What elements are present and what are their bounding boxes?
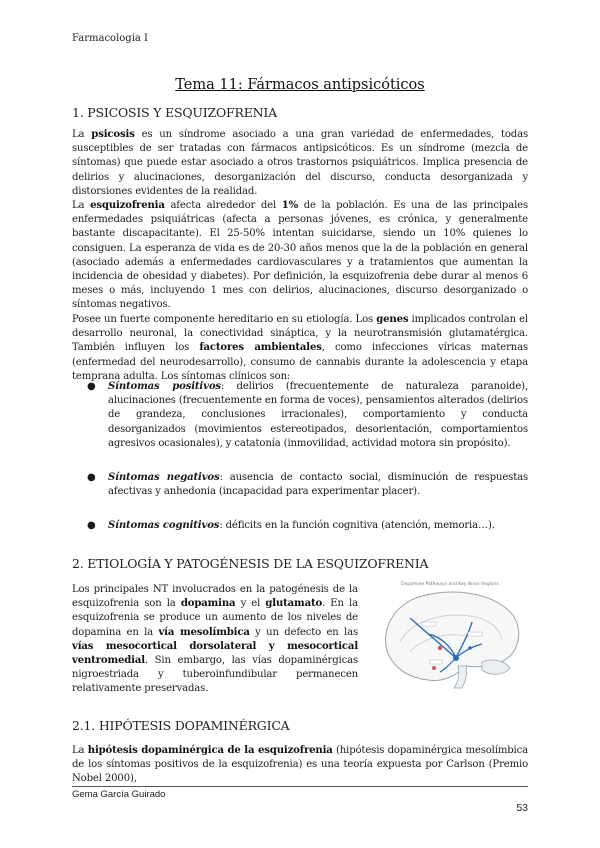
term-vias-mesocorticales: vías mesocortical dorsolateral y mesocortical ventromedial: [72, 640, 358, 667]
list-item-sintomas-positivos: ● Síntomas positivos: delirios (frecuentemente de naturaleza paranoide), alucinaciones (frecuentemente en forma de voces), pensamientos alterados (delirios de grandeza, conclusiones irracionales), comportamiento y conducta desorganizados (movimientos estereotipados, desorientación, comportamientos agresivos ocasionales), y catatonía (inmovilidad, actividad motora sin propósito).: [87, 381, 528, 449]
page-title: Tema 11: Fármacos antipsicóticos: [175, 77, 425, 93]
term-porcentaje: 1%: [281, 200, 299, 211]
page-number: 53: [516, 802, 528, 814]
term-factores-ambientales: factores ambientales: [199, 342, 322, 354]
subsection-heading-hipotesis: 2.1. HIPÓTESIS DOPAMINÉRGICA: [72, 718, 290, 733]
term-genes: genes: [376, 314, 409, 325]
term-dopamina: dopamina: [180, 598, 236, 610]
list-item-sintomas-cognitivos: ● Síntomas cognitivos: déficits en la función cognitiva (atención, memoria…).: [86, 519, 528, 533]
bullet-icon: ●: [87, 520, 96, 532]
section-heading-psicosis: 1. PSICOSIS Y ESQUIZOFRENIA: [72, 105, 277, 120]
paragraph-psicosis: La psicosis es un síndrome asociado a una gran variedad de enfermedades, todas susceptibles de ser tratadas con fármacos antipsicóticos. Es un síndrome (mezcla de síntomas) que puede estar asociado a otros trastornos psiquiátricos. Implica presencia de delirios y alucinaciones, desorganización del discurso, conducta desorganizada y distorsiones evidentes de la realidad.: [72, 129, 528, 197]
figure-caption: Dopamine Pathways and Key Brain Regions: [401, 582, 499, 587]
paragraph-hipotesis: La hipótesis dopaminérgica de la esquizofrenia (hipótesis dopaminérgica mesolímbica de los síntomas positivos de la esquizofrenia) es una teoría expuesta por Carlson (Premio Nobel 2000),: [72, 745, 528, 785]
running-header: Farmacología I: [72, 33, 148, 44]
term-hipotesis-dopaminergica: hipótesis dopaminérgica de la esquizofrenia: [87, 745, 333, 756]
bullet-icon: ●: [87, 472, 96, 484]
paragraph-esquizofrenia: La esquizofrenia afecta alrededor del 1% de la población. Es una de las principales enfermedades psiquiátricas (afecta a personas jóvenes, es crónica, y generalmente bastante discapacitante). El 25-50% intentan suicidarse, siendo un 10% quienes lo consiguen. La esperanza de vida es de 20-30 años menos que la de la población en general (asociado además a enfermedades cardiovasculares y a tratamientos que aumentan la incidencia de obesidad y diabetes). Por definición, la esquizofrenia debe durar al menos 6 meses o más, incluyendo 1 mes con delirios, alucinaciones, discurso desorganizado o síntomas negativos.: [72, 200, 529, 311]
footer-author: Gema García Guirado: [72, 789, 166, 800]
section-heading-etiologia: 2. ETIOLOGÍA Y PATOGÉNESIS DE LA ESQUIZOFRENIA: [72, 556, 429, 571]
paragraph-patogenesis: Los principales NT involucrados en la patogénesis de la esquizofrenia son la dopamina y el glutamato. En la esquizofrenia se produce un aumento de los niveles de dopamina en la vía mesolímbica y un defecto en las vías mesocortical dorsolateral y mesocortical ventromedial. Sin embargo, las vías dopaminérgicas nigroestriada y tuberoinfundibular permanecen relativamente preservadas.: [72, 584, 359, 695]
term-psicosis: psicosis: [91, 129, 135, 140]
footer-divider: [72, 786, 528, 787]
paragraph-etiologia: Posee un fuerte componente hereditario en su etiología. Los genes implicados controlan el desarrollo neuronal, la conectividad sináptica, y la neurotransmisión glutamatérgica. También influyen los factores ambientales, como infecciones víricas maternas (enfermedad del neurodesarrollo), consumo de cannabis durante la adolescencia y etapa temprana adulta. Los síntomas clínicos son:: [72, 314, 528, 382]
term-esquizofrenia: esquizofrenia: [90, 200, 165, 211]
term-via-mesolimbica: vía mesolímbica: [158, 626, 250, 638]
bullet-icon: ●: [87, 381, 96, 392]
brain-diagram: [370, 582, 530, 692]
term-glutamato: glutamato: [265, 598, 323, 610]
symptom-list: [86, 380, 528, 534]
list-item-sintomas-negativos: ● Síntomas negativos: ausencia de contacto social, disminución de respuestas afectivas y anhedonia (incapacidad para experimentar placer).: [87, 472, 528, 498]
dopamine-pathways-figure: [370, 582, 530, 692]
